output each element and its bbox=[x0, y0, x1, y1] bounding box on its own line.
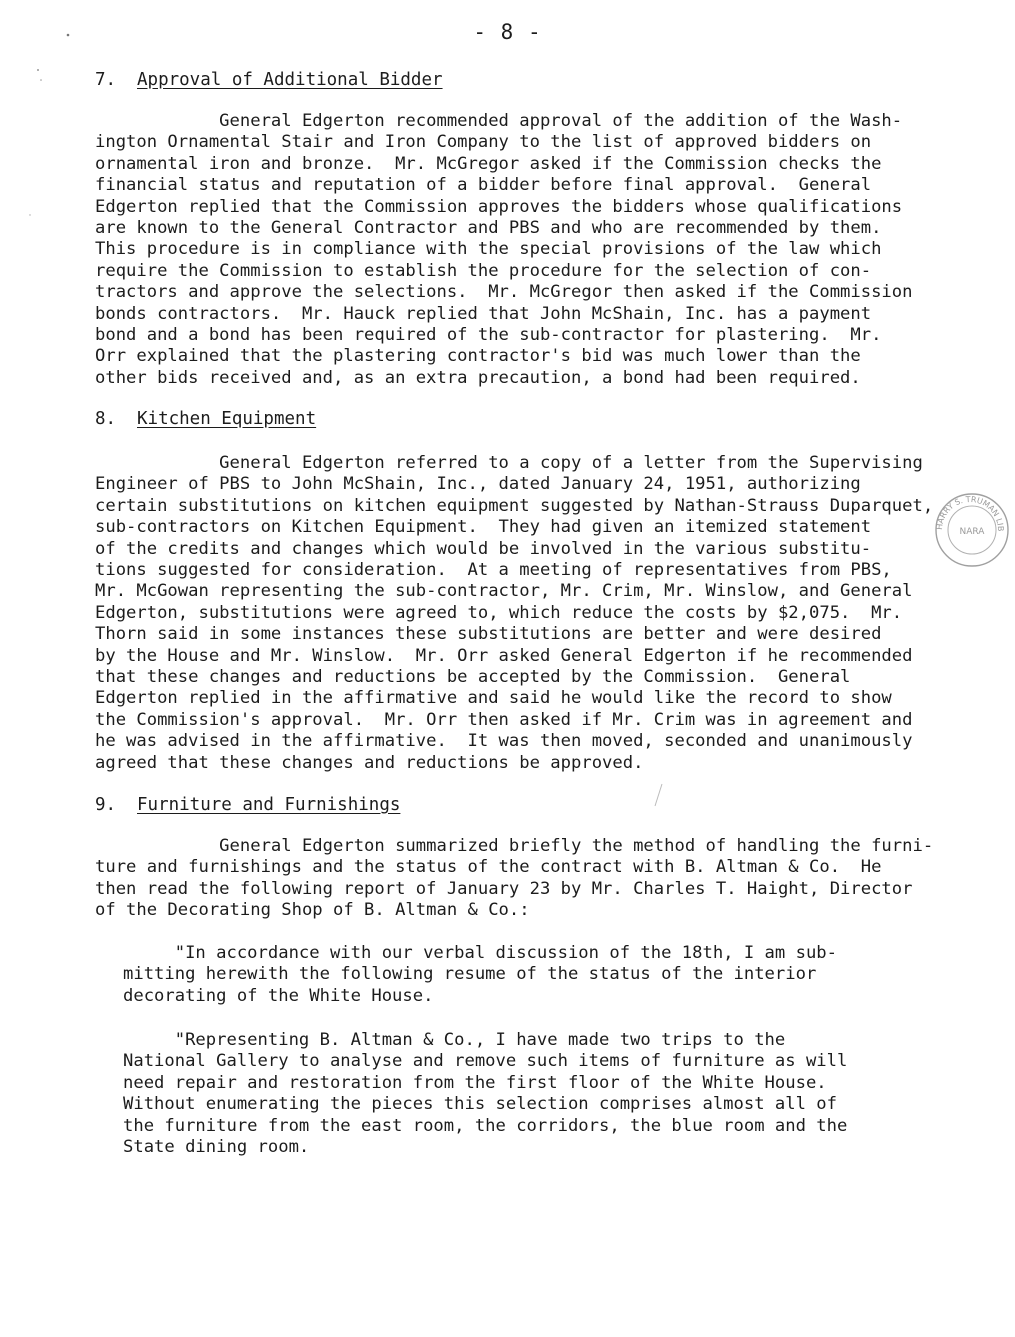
text-line: Orr explained that the plastering contractor's bid was much lower than the bbox=[95, 346, 861, 367]
text-line: Edgerton replied that the Commission approves the bidders whose qualifications bbox=[95, 196, 903, 217]
section-8 bbox=[95, 409, 955, 430]
text-line: ornamental iron and bronze. Mr. McGregor asked if the Commission checks the bbox=[95, 153, 882, 174]
text-line: ture and furnishings and the status of the contract with B. Altman & Co. He bbox=[95, 857, 882, 878]
page-number: - 8 - bbox=[473, 20, 542, 44]
text-line: the furniture from the east room, the corridors, the blue room and the bbox=[123, 1115, 848, 1136]
section-title: Kitchen Equipment bbox=[137, 409, 317, 429]
text-line: need repair and restoration from the first floor of the White House. bbox=[123, 1072, 827, 1093]
section-heading bbox=[95, 409, 955, 430]
text-line: then read the following report of January 23 by Mr. Charles T. Haight, Director bbox=[95, 878, 913, 899]
section-9-paragraph bbox=[95, 836, 955, 922]
text-line: bonds contractors. Mr. Hauck replied that John McShain, Inc. has a payment bbox=[95, 303, 872, 324]
text-line: General Edgerton recommended approval of the addition of the Wash- bbox=[95, 111, 903, 131]
text-line: Mr. McGowan representing the sub-contractor, Mr. Crim, Mr. Winslow, and General bbox=[95, 581, 913, 602]
section-9 bbox=[95, 795, 955, 816]
text-line: Engineer of PBS to John McShain, Inc., dated January 24, 1951, authorizing bbox=[95, 474, 861, 495]
paragraph bbox=[123, 1030, 943, 1158]
paragraph bbox=[95, 836, 955, 922]
stamp-center-text: NARA bbox=[959, 527, 985, 537]
quote-paragraph-1 bbox=[123, 943, 943, 1007]
text-line: State dining room. bbox=[123, 1137, 310, 1158]
text-line: certain substitutions on kitchen equipment suggested by Nathan-Strauss Duparquet, bbox=[95, 495, 934, 516]
text-line: financial status and reputation of a bidder before final approval. General bbox=[95, 175, 872, 196]
paragraph bbox=[95, 453, 955, 774]
section-title: Furniture and Furnishings bbox=[137, 795, 401, 815]
text-line: tractors and approve the selections. Mr. McGregor then asked if the Commission bbox=[95, 282, 913, 303]
section-7-paragraph bbox=[95, 111, 955, 389]
text-line: Thorn said in some instances these substitutions are better and were desired bbox=[95, 624, 882, 645]
section-7 bbox=[95, 70, 955, 91]
section-8-paragraph bbox=[95, 453, 955, 774]
quote-paragraph-2 bbox=[123, 1030, 943, 1158]
text-line: that these changes and reductions be accepted by the Commission. General bbox=[95, 667, 851, 688]
text-line: of the Decorating Shop of B. Altman & Co.: bbox=[95, 900, 530, 921]
text-line: General Edgerton referred to a copy of a letter from the Supervising bbox=[95, 453, 923, 473]
paragraph bbox=[123, 943, 943, 1007]
text-line: mitting herewith the following resume of the status of the interior bbox=[123, 964, 817, 985]
paragraph bbox=[95, 111, 955, 389]
text-line: Edgerton replied in the affirmative and said he would like the record to show bbox=[95, 688, 892, 709]
text-line: "In accordance with our verbal discussion of the 18th, I am sub- bbox=[123, 943, 837, 963]
text-line: This procedure is in compliance with the special provisions of the law which bbox=[95, 239, 882, 260]
section-number: 8. bbox=[95, 409, 117, 429]
text-line: ington Ornamental Stair and Iron Company to the list of approved bidders on bbox=[95, 132, 872, 153]
text-line: the Commission's approval. Mr. Orr then asked if Mr. Crim was in agreement and bbox=[95, 709, 913, 730]
text-line: require the Commission to establish the procedure for the selection of con- bbox=[95, 260, 872, 281]
archive-stamp bbox=[930, 490, 1010, 570]
text-line: bond and a bond has been required of the sub-contractor for plastering. Mr. bbox=[95, 325, 882, 346]
text-line: National Gallery to analyse and remove such items of furniture as will bbox=[123, 1051, 848, 1072]
section-number: 9. bbox=[95, 795, 117, 815]
text-line: he was advised in the affirmative. It was then moved, seconded and unanimously bbox=[95, 731, 913, 752]
section-heading bbox=[95, 795, 955, 816]
text-line: agreed that these changes and reductions be approved. bbox=[95, 752, 644, 773]
text-line: by the House and Mr. Winslow. Mr. Orr asked General Edgerton if he recommended bbox=[95, 645, 913, 666]
section-number: 7. bbox=[95, 70, 117, 90]
text-line: "Representing B. Altman & Co., I have made two trips to the bbox=[123, 1030, 786, 1050]
text-line: Edgerton, substitutions were agreed to, which reduce the costs by $2,075. Mr. bbox=[95, 602, 903, 623]
text-line: other bids received and, as an extra precaution, a bond had been required. bbox=[95, 367, 861, 388]
text-line: decorating of the White House. bbox=[123, 985, 434, 1006]
text-line: sub-contractors on Kitchen Equipment. They had given an itemized statement bbox=[95, 517, 872, 538]
text-line: Without enumerating the pieces this selection comprises almost all of bbox=[123, 1094, 837, 1115]
text-line: are known to the General Contractor and PBS and who are recommended by them. bbox=[95, 218, 882, 239]
text-line: General Edgerton summarized briefly the method of handling the furni- bbox=[95, 836, 934, 856]
section-title: Approval of Additional Bidder bbox=[137, 70, 443, 90]
text-line: of the credits and changes which would be involved in the various substitu- bbox=[95, 538, 872, 559]
section-heading bbox=[95, 70, 955, 91]
stamp-ring-text: HARRY S. TRUMAN LIB bbox=[934, 494, 1006, 532]
text-line: tions suggested for consideration. At a meeting of representatives from PBS, bbox=[95, 560, 892, 581]
